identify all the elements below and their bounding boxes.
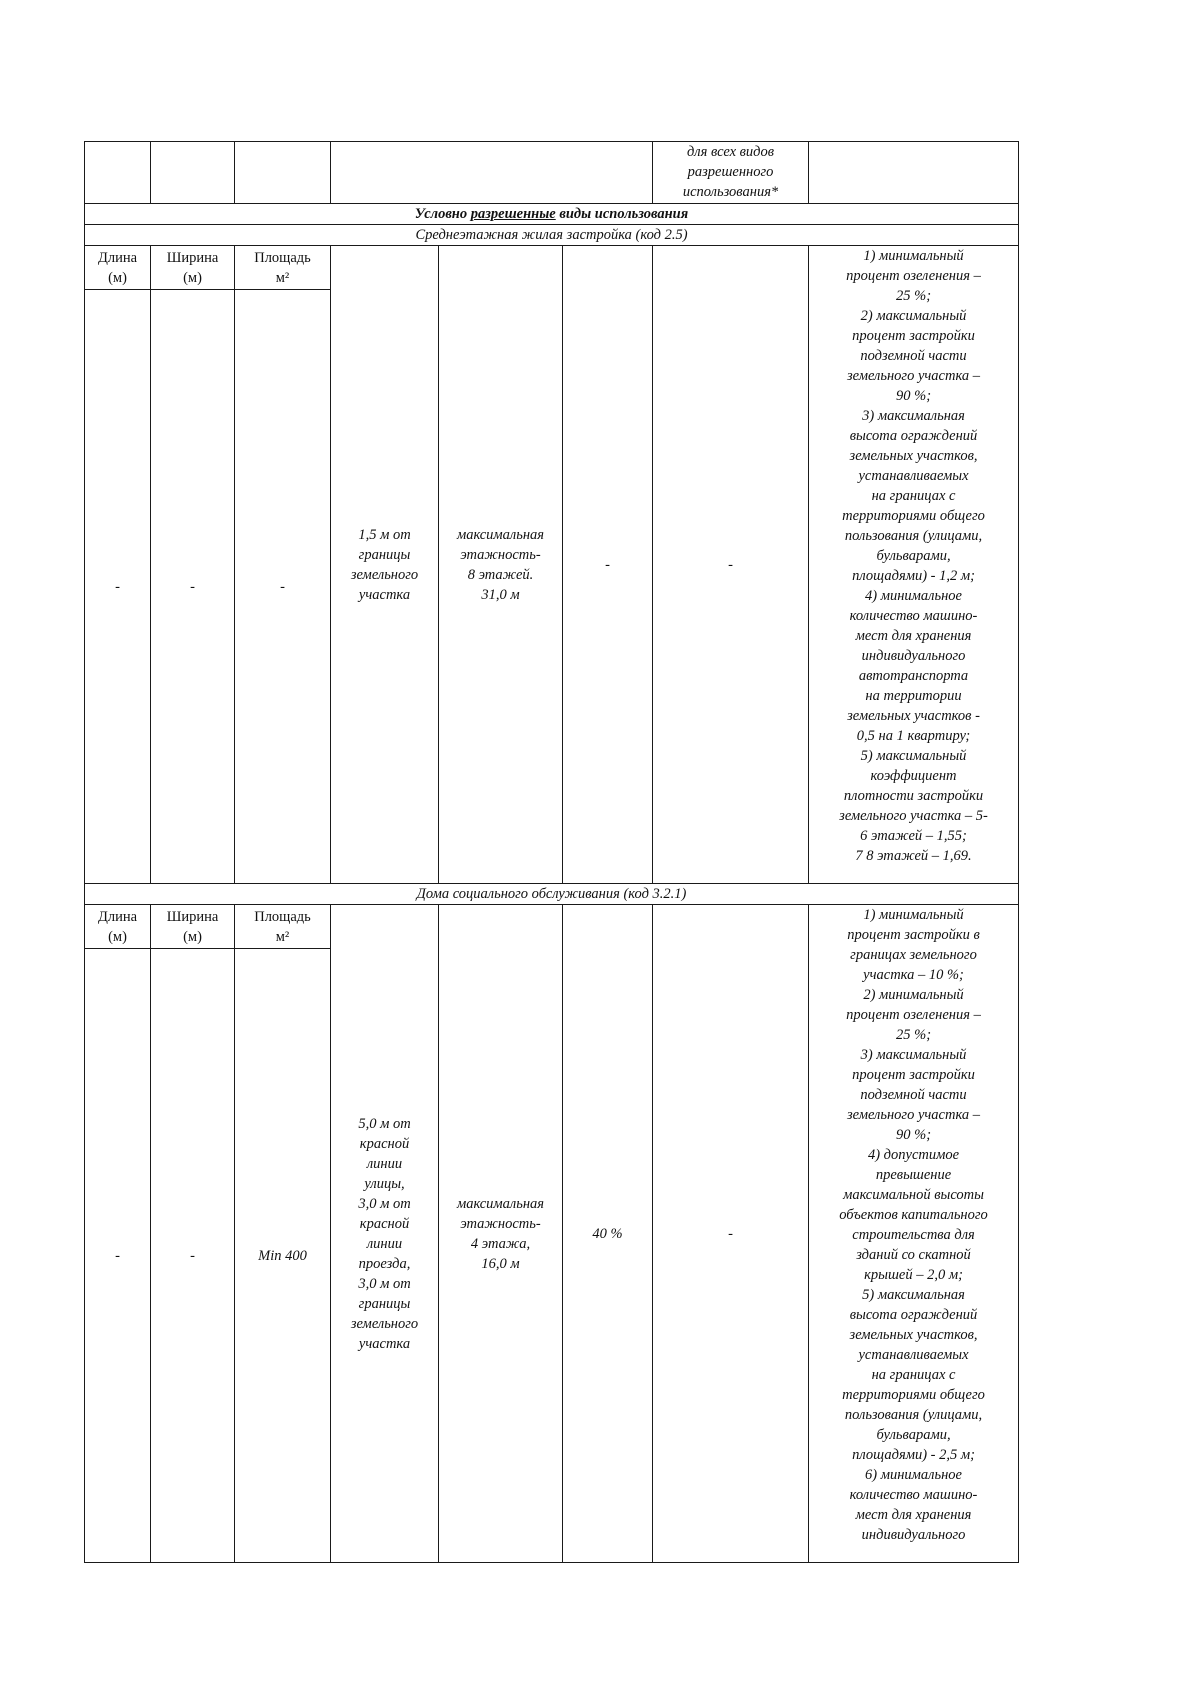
area-value: Min 400	[235, 949, 331, 1563]
section-title-emphasis: разрешенные	[470, 206, 556, 222]
block-title: Среднеэтажная жилая застройка (код 2.5)	[85, 225, 1019, 246]
area-value: -	[235, 290, 331, 884]
all-use-types-note: для всех видов разрешенного использования*	[653, 142, 809, 204]
empty-cell	[151, 142, 235, 204]
height-cell: максимальная этажность- 4 этажа, 16,0 м	[439, 905, 563, 1563]
height-cell: максимальная этажность- 8 этажей. 31,0 м	[439, 246, 563, 884]
other-cell: -	[653, 246, 809, 884]
block-title-row	[85, 884, 1019, 905]
requirements-cell: 1) минимальный процент озеленения – 25 %; 2) максимальный процент застройки подземной части земельного участка – 90 %; 3) максимальная высота ограждений земельных участков, устанавливаемых на границах с территориями общего пользования (улицами, бульварами, площадями) - 1,2 м; 4) минимальное количество машино- мест для хранения индивидуального автотранспорта на территории земельных участков - 0,5 на 1 квартиру; 5) максимальный коэффициент плотности застройки земельного участка – 5- 6 этажей – 1,55; 7 8 этажей – 1,69.	[809, 246, 1019, 884]
length-header: Длина (м)	[85, 905, 151, 949]
section-title-suffix: виды использования	[555, 206, 689, 222]
empty-cell	[809, 142, 1019, 204]
setback-cell: 1,5 м от границы земельного участка	[331, 246, 439, 884]
continuation-row	[85, 142, 1019, 204]
empty-cell	[235, 142, 331, 204]
coverage-cell: -	[563, 246, 653, 884]
empty-cell	[331, 142, 653, 204]
width-header: Ширина (м)	[151, 246, 235, 290]
zoning-regulations-table	[84, 141, 1019, 1563]
length-value: -	[85, 949, 151, 1563]
block-title-row	[85, 225, 1019, 246]
width-value: -	[151, 290, 235, 884]
setback-cell: 5,0 м от красной линии улицы, 3,0 м от красной линии проезда, 3,0 м от границы земельного участка	[331, 905, 439, 1563]
area-header: Площадь м²	[235, 246, 331, 290]
requirements-cell: 1) минимальный процент застройки в границах земельного участка – 10 %; 2) минимальный процент озеленения – 25 %; 3) максимальный процент застройки подземной части земельного участка – 90 %; 4) допустимое превышение максимальной высоты объектов капитального строительства для зданий со скатной крышей – 2,0 м; 5) максимальная высота ограждений земельных участков, устанавливаемых на границах с территориями общего пользования (улицами, бульварами, площадями) - 2,5 м; 6) минимальное количество машино- мест для хранения индивидуального	[809, 905, 1019, 1563]
width-header: Ширина (м)	[151, 905, 235, 949]
coverage-cell: 40 %	[563, 905, 653, 1563]
length-value: -	[85, 290, 151, 884]
section-title-prefix: Условно	[414, 206, 471, 222]
section-title	[85, 204, 1019, 225]
block-header-row	[85, 905, 1019, 949]
empty-cell	[85, 142, 151, 204]
section-banner-row	[85, 204, 1019, 225]
length-header: Длина (м)	[85, 246, 151, 290]
block-title: Дома социального обслуживания (код 3.2.1)	[85, 884, 1019, 905]
width-value: -	[151, 949, 235, 1563]
block-header-row	[85, 246, 1019, 290]
area-header: Площадь м²	[235, 905, 331, 949]
other-cell: -	[653, 905, 809, 1563]
